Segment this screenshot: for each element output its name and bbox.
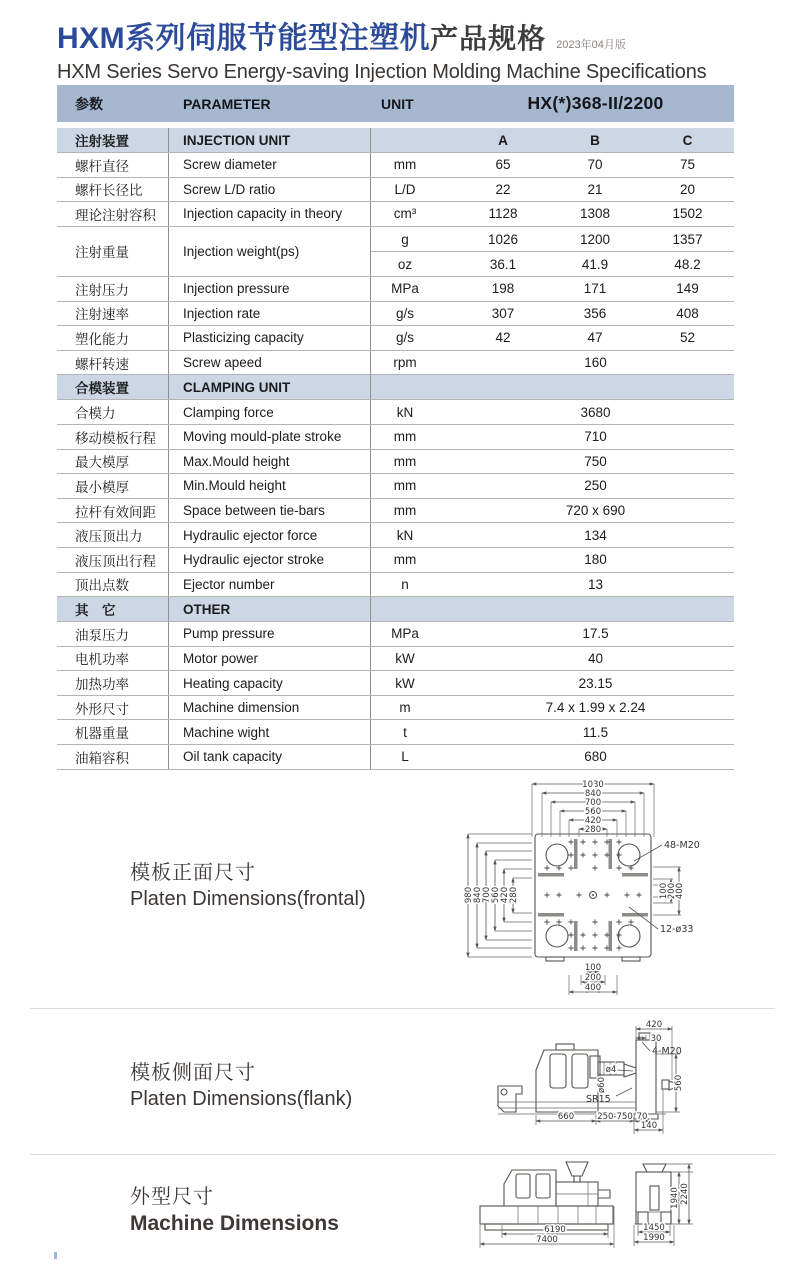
row-param-cn: 最小模厚 bbox=[57, 474, 169, 498]
row-unit: mm bbox=[393, 429, 417, 445]
dim-label: 420 bbox=[645, 1020, 663, 1030]
section-span-cell bbox=[457, 375, 734, 399]
dim-label: 140 bbox=[640, 1121, 658, 1131]
table-row bbox=[57, 647, 734, 672]
row-param-cn: 移动模板行程 bbox=[57, 425, 169, 449]
row-param-en: Space between tie-bars bbox=[169, 499, 371, 523]
row-value-span: 250 bbox=[584, 478, 607, 494]
row-unit: mm bbox=[393, 503, 417, 519]
sub-column-header: B bbox=[590, 132, 600, 148]
row-value-span: 180 bbox=[584, 552, 607, 568]
dim-label: 2240 bbox=[680, 1183, 690, 1205]
section-label-cn: 注射装置 bbox=[57, 128, 169, 152]
row-value: 171 bbox=[583, 281, 607, 297]
dim-label: 1450 bbox=[643, 1223, 665, 1233]
row-unit: kN bbox=[396, 404, 414, 420]
dim-label: 100 bbox=[659, 882, 669, 900]
col-header-unit: UNIT bbox=[381, 95, 414, 112]
table-row bbox=[57, 720, 734, 745]
machine-rear-dimensions bbox=[634, 1164, 693, 1246]
table-row bbox=[57, 202, 734, 227]
row-param-en: Max.Mould height bbox=[169, 450, 371, 474]
row-param-cn: 注射重量 bbox=[57, 227, 169, 276]
spec-table-header bbox=[57, 85, 734, 122]
row-value-span: 23.15 bbox=[578, 675, 613, 691]
row-unit: kW bbox=[395, 650, 415, 666]
table-row bbox=[57, 351, 734, 376]
page-title-suffix: 产品规格 bbox=[430, 23, 547, 54]
platen-outline bbox=[535, 834, 651, 961]
row-value: 149 bbox=[676, 281, 699, 297]
dim-label: 400 bbox=[584, 983, 602, 993]
row-param-cn: 螺杆长径比 bbox=[57, 178, 169, 202]
table-row bbox=[57, 745, 734, 770]
row-value: 408 bbox=[676, 305, 699, 321]
dim-label: 420 bbox=[584, 816, 602, 826]
section-label-cn: 合模装置 bbox=[57, 375, 169, 399]
dim-label: 30 bbox=[650, 1034, 662, 1044]
section-unit-cell bbox=[371, 128, 457, 152]
row-unit: MPa bbox=[391, 281, 419, 297]
page-title bbox=[57, 13, 757, 57]
row-unit: kW bbox=[395, 675, 415, 691]
table-row bbox=[57, 326, 734, 351]
col-header-param-cn: 参数 bbox=[75, 95, 103, 112]
section-span-cell bbox=[457, 597, 734, 621]
row-param-en: Plasticizing capacity bbox=[169, 326, 371, 350]
dim-label: 700 bbox=[482, 886, 492, 904]
row-param-cn: 注射压力 bbox=[57, 277, 169, 301]
page-header bbox=[57, 13, 757, 84]
row-unit: t bbox=[403, 724, 407, 740]
flank-dimensions bbox=[536, 1020, 684, 1134]
row-unit: mm bbox=[393, 453, 417, 469]
dim-label: 400 bbox=[675, 882, 685, 900]
row-value: 1308 bbox=[579, 206, 611, 222]
page-mark bbox=[54, 1252, 57, 1259]
bottom-dimensions bbox=[569, 963, 617, 995]
callout-12-o33: 12-ø33 bbox=[660, 924, 694, 935]
dim-label: 1990 bbox=[643, 1233, 665, 1243]
callout-48-M20: 48-M20 bbox=[664, 840, 700, 851]
row-value-span: 720 x 690 bbox=[565, 503, 626, 519]
row-param-cn: 油泵压力 bbox=[57, 622, 169, 646]
dim-label: 840 bbox=[473, 886, 483, 904]
row-value-span: 680 bbox=[584, 749, 607, 765]
table-row bbox=[57, 302, 734, 327]
row-unit: L/D bbox=[394, 181, 416, 197]
dim-label: 6190 bbox=[544, 1225, 566, 1235]
row-value: 52 bbox=[679, 330, 696, 346]
row-value: 1128 bbox=[488, 206, 518, 222]
row-value: 1357 bbox=[672, 231, 703, 247]
row-param-en: Min.Mould height bbox=[169, 474, 371, 498]
dim-label: ø4 bbox=[605, 1065, 617, 1075]
table-row bbox=[57, 548, 734, 573]
dim-label: 200 bbox=[584, 973, 602, 983]
col-header-model: HX(*)368-II/2200 bbox=[527, 93, 664, 113]
row-param-cn: 最大模厚 bbox=[57, 450, 169, 474]
table-row bbox=[57, 400, 734, 425]
table-row bbox=[57, 671, 734, 696]
dim-label: 700 bbox=[584, 798, 602, 808]
row-unit: MPa bbox=[391, 626, 419, 642]
row-param-en: Screw L/D ratio bbox=[169, 178, 371, 202]
row-value: 307 bbox=[491, 305, 515, 321]
row-param-cn: 拉杆有效间距 bbox=[57, 499, 169, 523]
row-param-en: Ejector number bbox=[169, 573, 371, 597]
caption-platen-frontal-en: Platen Dimensions(frontal) bbox=[130, 888, 366, 911]
row-param-en: Oil tank capacity bbox=[169, 745, 371, 769]
top-dimensions bbox=[532, 780, 654, 837]
row-param-en: Injection pressure bbox=[169, 277, 371, 301]
table-row bbox=[57, 499, 734, 524]
dim-label: 560 bbox=[491, 886, 501, 904]
caption-platen-frontal bbox=[130, 860, 366, 913]
row-value-span: 40 bbox=[587, 650, 604, 666]
table-row bbox=[57, 622, 734, 647]
platen-flank-diagram bbox=[490, 1020, 775, 1145]
table-row bbox=[57, 573, 734, 598]
row-param-cn: 外形尺寸 bbox=[57, 696, 169, 720]
sub-column-header: C bbox=[682, 132, 693, 148]
table-row bbox=[57, 227, 734, 277]
caption-platen-flank bbox=[130, 1060, 352, 1113]
caption-platen-flank-cn: 模板侧面尺寸 bbox=[130, 1062, 256, 1084]
caption-platen-frontal-cn: 模板正面尺寸 bbox=[130, 862, 256, 884]
row-value: 48.2 bbox=[641, 251, 734, 276]
row-value-span: 17.5 bbox=[582, 626, 609, 642]
page-title-cn: HXM系列伺服节能型注塑机 bbox=[57, 22, 431, 55]
row-param-en: Pump pressure bbox=[169, 622, 371, 646]
caption-platen-flank-en: Platen Dimensions(flank) bbox=[130, 1088, 353, 1111]
row-param-cn: 合模力 bbox=[57, 400, 169, 424]
section-row bbox=[57, 375, 734, 400]
row-param-cn: 塑化能力 bbox=[57, 326, 169, 350]
row-value: 1502 bbox=[672, 206, 703, 222]
row-unit: mm bbox=[393, 552, 417, 568]
row-unit: cm³ bbox=[393, 206, 417, 222]
dim-label: 7400 bbox=[536, 1235, 558, 1245]
dim-label: 1030 bbox=[582, 780, 604, 790]
table-row bbox=[57, 425, 734, 450]
dim-label: 1940 bbox=[670, 1187, 680, 1209]
table-row bbox=[57, 450, 734, 475]
row-param-en: Moving mould-plate stroke bbox=[169, 425, 371, 449]
row-param-en: Injection rate bbox=[169, 302, 371, 326]
row-unit: oz bbox=[371, 251, 457, 276]
caption-machine-dims bbox=[130, 1184, 339, 1238]
row-unit: g bbox=[401, 231, 409, 247]
row-param-cn: 液压顶出行程 bbox=[57, 548, 169, 572]
row-unit: m bbox=[399, 700, 411, 716]
row-value: 356 bbox=[583, 305, 607, 321]
row-param-en: Heating capacity bbox=[169, 671, 371, 695]
row-param-en: Injection capacity in theory bbox=[169, 202, 371, 226]
row-unit: g/s bbox=[395, 305, 414, 321]
sub-column-header: A bbox=[498, 132, 508, 148]
row-unit: rpm bbox=[393, 355, 417, 371]
row-param-en: Screw apeed bbox=[169, 351, 371, 375]
page-subtitle-en: HXM Series Servo Energy-saving Injection Molding Machine Specifications bbox=[57, 61, 707, 83]
row-param-en: Clamping force bbox=[169, 400, 371, 424]
machine-rear-view bbox=[634, 1164, 674, 1224]
dim-label: 560 bbox=[674, 1074, 684, 1092]
row-param-cn: 电机功率 bbox=[57, 647, 169, 671]
dim-label: 100 bbox=[584, 963, 602, 973]
section-label-en: INJECTION UNIT bbox=[169, 128, 371, 152]
row-param-cn: 螺杆转速 bbox=[57, 351, 169, 375]
callout-SR15: SR15 bbox=[586, 1094, 611, 1105]
row-param-cn: 液压顶出力 bbox=[57, 523, 169, 547]
row-unit: mm bbox=[393, 157, 417, 173]
row-param-cn: 加热功率 bbox=[57, 671, 169, 695]
table-row bbox=[57, 153, 734, 178]
table-row bbox=[57, 277, 734, 302]
row-value-span: 710 bbox=[584, 429, 607, 445]
section-label-en: OTHER bbox=[169, 597, 371, 621]
machine-dimensions-diagram bbox=[438, 1154, 773, 1265]
row-value: 20 bbox=[679, 181, 696, 197]
platen-frontal-diagram bbox=[458, 779, 790, 1013]
section-row bbox=[57, 128, 734, 153]
row-value: 198 bbox=[491, 281, 515, 297]
row-value: 1200 bbox=[579, 231, 611, 247]
row-param-en: Motor power bbox=[169, 647, 371, 671]
row-value: 75 bbox=[679, 157, 696, 173]
row-param-cn: 注射速率 bbox=[57, 302, 169, 326]
row-value-span: 134 bbox=[584, 527, 607, 543]
table-row bbox=[57, 523, 734, 548]
spec-table-body bbox=[57, 128, 734, 770]
row-value: 1026 bbox=[487, 231, 519, 247]
row-param-en: Injection weight(ps) bbox=[169, 227, 371, 276]
dim-label: 980 bbox=[464, 886, 474, 904]
col-header-param-en: PARAMETER bbox=[183, 95, 271, 112]
row-value: 36.1 bbox=[457, 251, 549, 276]
row-value-span: 3680 bbox=[580, 404, 611, 420]
dim-label: 560 bbox=[584, 807, 602, 817]
section-unit-cell bbox=[371, 375, 457, 399]
row-param-en: Hydraulic ejector force bbox=[169, 523, 371, 547]
section-unit-cell bbox=[371, 597, 457, 621]
row-param-cn: 油箱容积 bbox=[57, 745, 169, 769]
dim-label: 280 bbox=[509, 886, 519, 904]
row-unit: g/s bbox=[395, 330, 414, 346]
caption-machine-dims-cn: 外型尺寸 bbox=[130, 1186, 214, 1208]
row-value: 70 bbox=[587, 157, 603, 173]
row-param-en: Machine dimension bbox=[169, 696, 371, 720]
row-value-span: 7.4 x 1.99 x 2.24 bbox=[545, 700, 646, 716]
caption-machine-dims-en: Machine Dimensions bbox=[130, 1212, 339, 1236]
row-param-cn: 顶出点数 bbox=[57, 573, 169, 597]
dim-label: 200 bbox=[667, 882, 677, 900]
dim-label: 840 bbox=[584, 789, 602, 799]
dim-label: 420 bbox=[500, 886, 510, 904]
row-param-cn: 理论注射容积 bbox=[57, 202, 169, 226]
table-row bbox=[57, 178, 734, 203]
table-row bbox=[57, 696, 734, 721]
row-value-span: 750 bbox=[584, 453, 607, 469]
callout-4-M20: 4-M20 bbox=[652, 1046, 682, 1057]
table-row bbox=[57, 474, 734, 499]
row-value-span: 11.5 bbox=[582, 724, 609, 740]
row-value-span: 13 bbox=[587, 576, 604, 592]
row-param-en: Screw diameter bbox=[169, 153, 371, 177]
dim-label: 660 bbox=[557, 1112, 575, 1122]
row-param-cn: 螺杆直径 bbox=[57, 153, 169, 177]
row-unit: n bbox=[401, 576, 409, 592]
row-unit: mm bbox=[393, 478, 417, 494]
edition-label: 2023年04月版 bbox=[556, 39, 626, 51]
section-label-en: CLAMPING UNIT bbox=[169, 375, 371, 399]
dim-label: 70 bbox=[636, 1112, 648, 1122]
row-param-en: Machine wight bbox=[169, 720, 371, 744]
spec-table bbox=[57, 85, 734, 770]
row-value: 65 bbox=[495, 157, 511, 173]
left-dimensions bbox=[464, 834, 532, 957]
section-label-cn: 其 它 bbox=[57, 597, 169, 621]
row-value: 47 bbox=[587, 330, 603, 346]
row-value: 41.9 bbox=[549, 251, 641, 276]
machine-side-dimensions bbox=[480, 1206, 614, 1248]
row-value: 21 bbox=[587, 181, 603, 197]
dim-label: ø60 bbox=[597, 1076, 607, 1094]
row-value: 22 bbox=[495, 181, 511, 197]
row-unit: L bbox=[401, 749, 409, 765]
section-row bbox=[57, 597, 734, 622]
machine-side-view bbox=[480, 1162, 613, 1230]
right-dimensions bbox=[653, 867, 685, 915]
row-value: 42 bbox=[495, 330, 511, 346]
row-param-cn: 机器重量 bbox=[57, 720, 169, 744]
dim-label: 250-750 bbox=[597, 1112, 633, 1122]
row-param-en: Hydraulic ejector stroke bbox=[169, 548, 371, 572]
dim-label: 280 bbox=[584, 825, 602, 835]
row-value-span: 160 bbox=[584, 355, 607, 371]
row-unit: kN bbox=[396, 527, 414, 543]
